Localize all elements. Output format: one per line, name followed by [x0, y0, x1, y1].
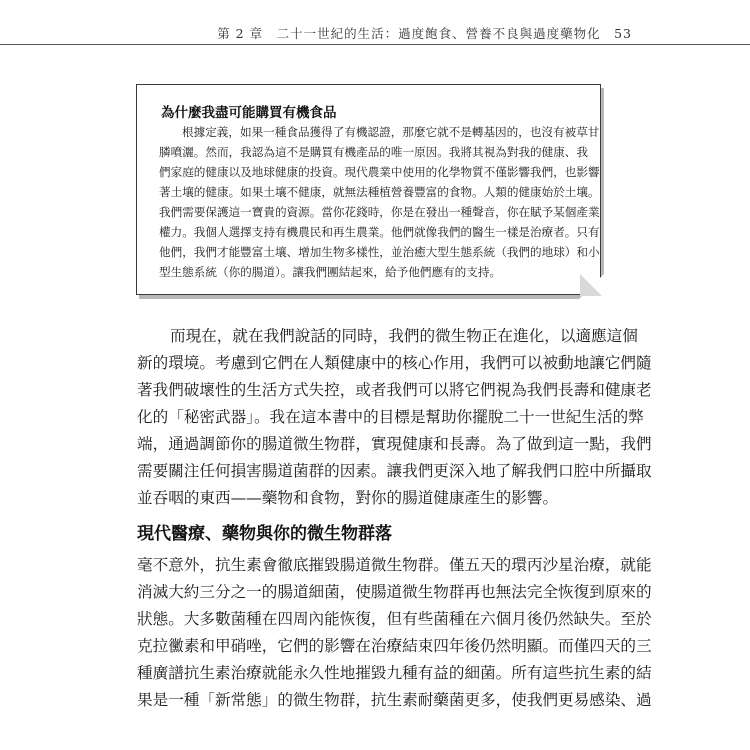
header-rule — [0, 44, 750, 45]
paragraph-line: 著我們破壞性的生活方式失控，或者我們可以將它們視為我們長壽和健康老 — [137, 381, 652, 399]
sidebar-line: 們家庭的健康以及地球健康的投資。現代農業中使用的化學物質不僅影響我們，也影響 — [159, 165, 600, 179]
paragraph-line: 消滅大約三分之一的腸道細菌，使腸道微生物群再也無法完全恢復到原來的 — [137, 583, 652, 601]
sidebar-body — [159, 122, 600, 282]
sidebar-line: 權力。我個人選擇支持有機農民和再生農業。他們就像我們的醫生一樣是治療者。只有 — [159, 225, 600, 239]
sidebar-line: 著土壤的健康。如果土壤不健康，就無法種植營養豐富的食物。人類的健康始於土壤。 — [159, 185, 600, 199]
paragraph-line: 果是一種「新常態」的微生物群，抗生素耐藥菌更多，使我們更易感染、過 — [137, 691, 652, 709]
section-paragraph — [137, 552, 652, 714]
paragraph-line: 而現在，就在我們說話的同時，我們的微生物正在進化，以適應這個 — [170, 327, 638, 345]
sidebar-box — [136, 84, 601, 295]
section-heading: 現代醫療、藥物與你的微生物群落 — [137, 524, 392, 544]
running-header: 第 2 章 二十一世紀的生活：過度飽食、營養不良與過度藥物化 53 — [217, 26, 632, 41]
page-curl-icon — [580, 274, 602, 296]
paragraph-line: 端，通過調節你的腸道微生物群，實現健康和長壽。為了做到這一點，我們 — [137, 435, 652, 453]
paragraph-line: 新的環境。考慮到它們在人類健康中的核心作用，我們可以被動地讓它們隨 — [137, 354, 652, 372]
paragraph-line: 克拉黴素和甲硝唑，它們的影響在治療結束四年後仍然明顯。而僅四天的三 — [137, 637, 652, 655]
sidebar-line: 他們，我們才能豐富土壤、增加生物多樣性，並治癒大型生態系統（我們的地球）和小 — [159, 245, 600, 259]
sidebar-line: 型生態系統（你的腸道）。讓我們團結起來，給予他們應有的支持。 — [159, 265, 502, 279]
paragraph-line: 需要關注任何損害腸道菌群的因素。讓我們更深入地了解我們口腔中所攝取 — [137, 462, 652, 480]
paragraph-line: 種廣譜抗生素治療就能永久性地摧毀九種有益的細菌。所有這些抗生素的結 — [137, 664, 652, 682]
paragraph-line: 狀態。大多數菌種在四周內能恢復，但有些菌種在六個月後仍然缺失。至於 — [137, 610, 652, 628]
paragraph-line: 並吞咽的東西——藥物和食物，對你的腸道健康產生的影響。 — [137, 489, 559, 507]
sidebar-line: 根據定義，如果一種食品獲得了有機認證，那麼它就不是轉基因的，也沒有被草甘 — [182, 125, 600, 139]
sidebar-title: 為什麼我盡可能購買有機食品 — [161, 105, 337, 121]
paragraph-line: 毫不意外，抗生素會徹底摧毀腸道微生物群。僅五天的環丙沙星治療，就能 — [137, 556, 652, 574]
sidebar-line: 膦噴灑。然而，我認為這不是購買有機產品的唯一原因。我將其視為對我的健康、我 — [159, 145, 588, 159]
main-paragraph — [137, 323, 652, 512]
paragraph-line: 化的「秘密武器」。我在這本書中的目標是幫助你擺脫二十一世紀生活的弊 — [137, 408, 644, 426]
sidebar-line: 我們需要保護這一寶貴的資源。當你花錢時，你是在發出一種聲音，你在賦予某個產業 — [159, 205, 600, 219]
